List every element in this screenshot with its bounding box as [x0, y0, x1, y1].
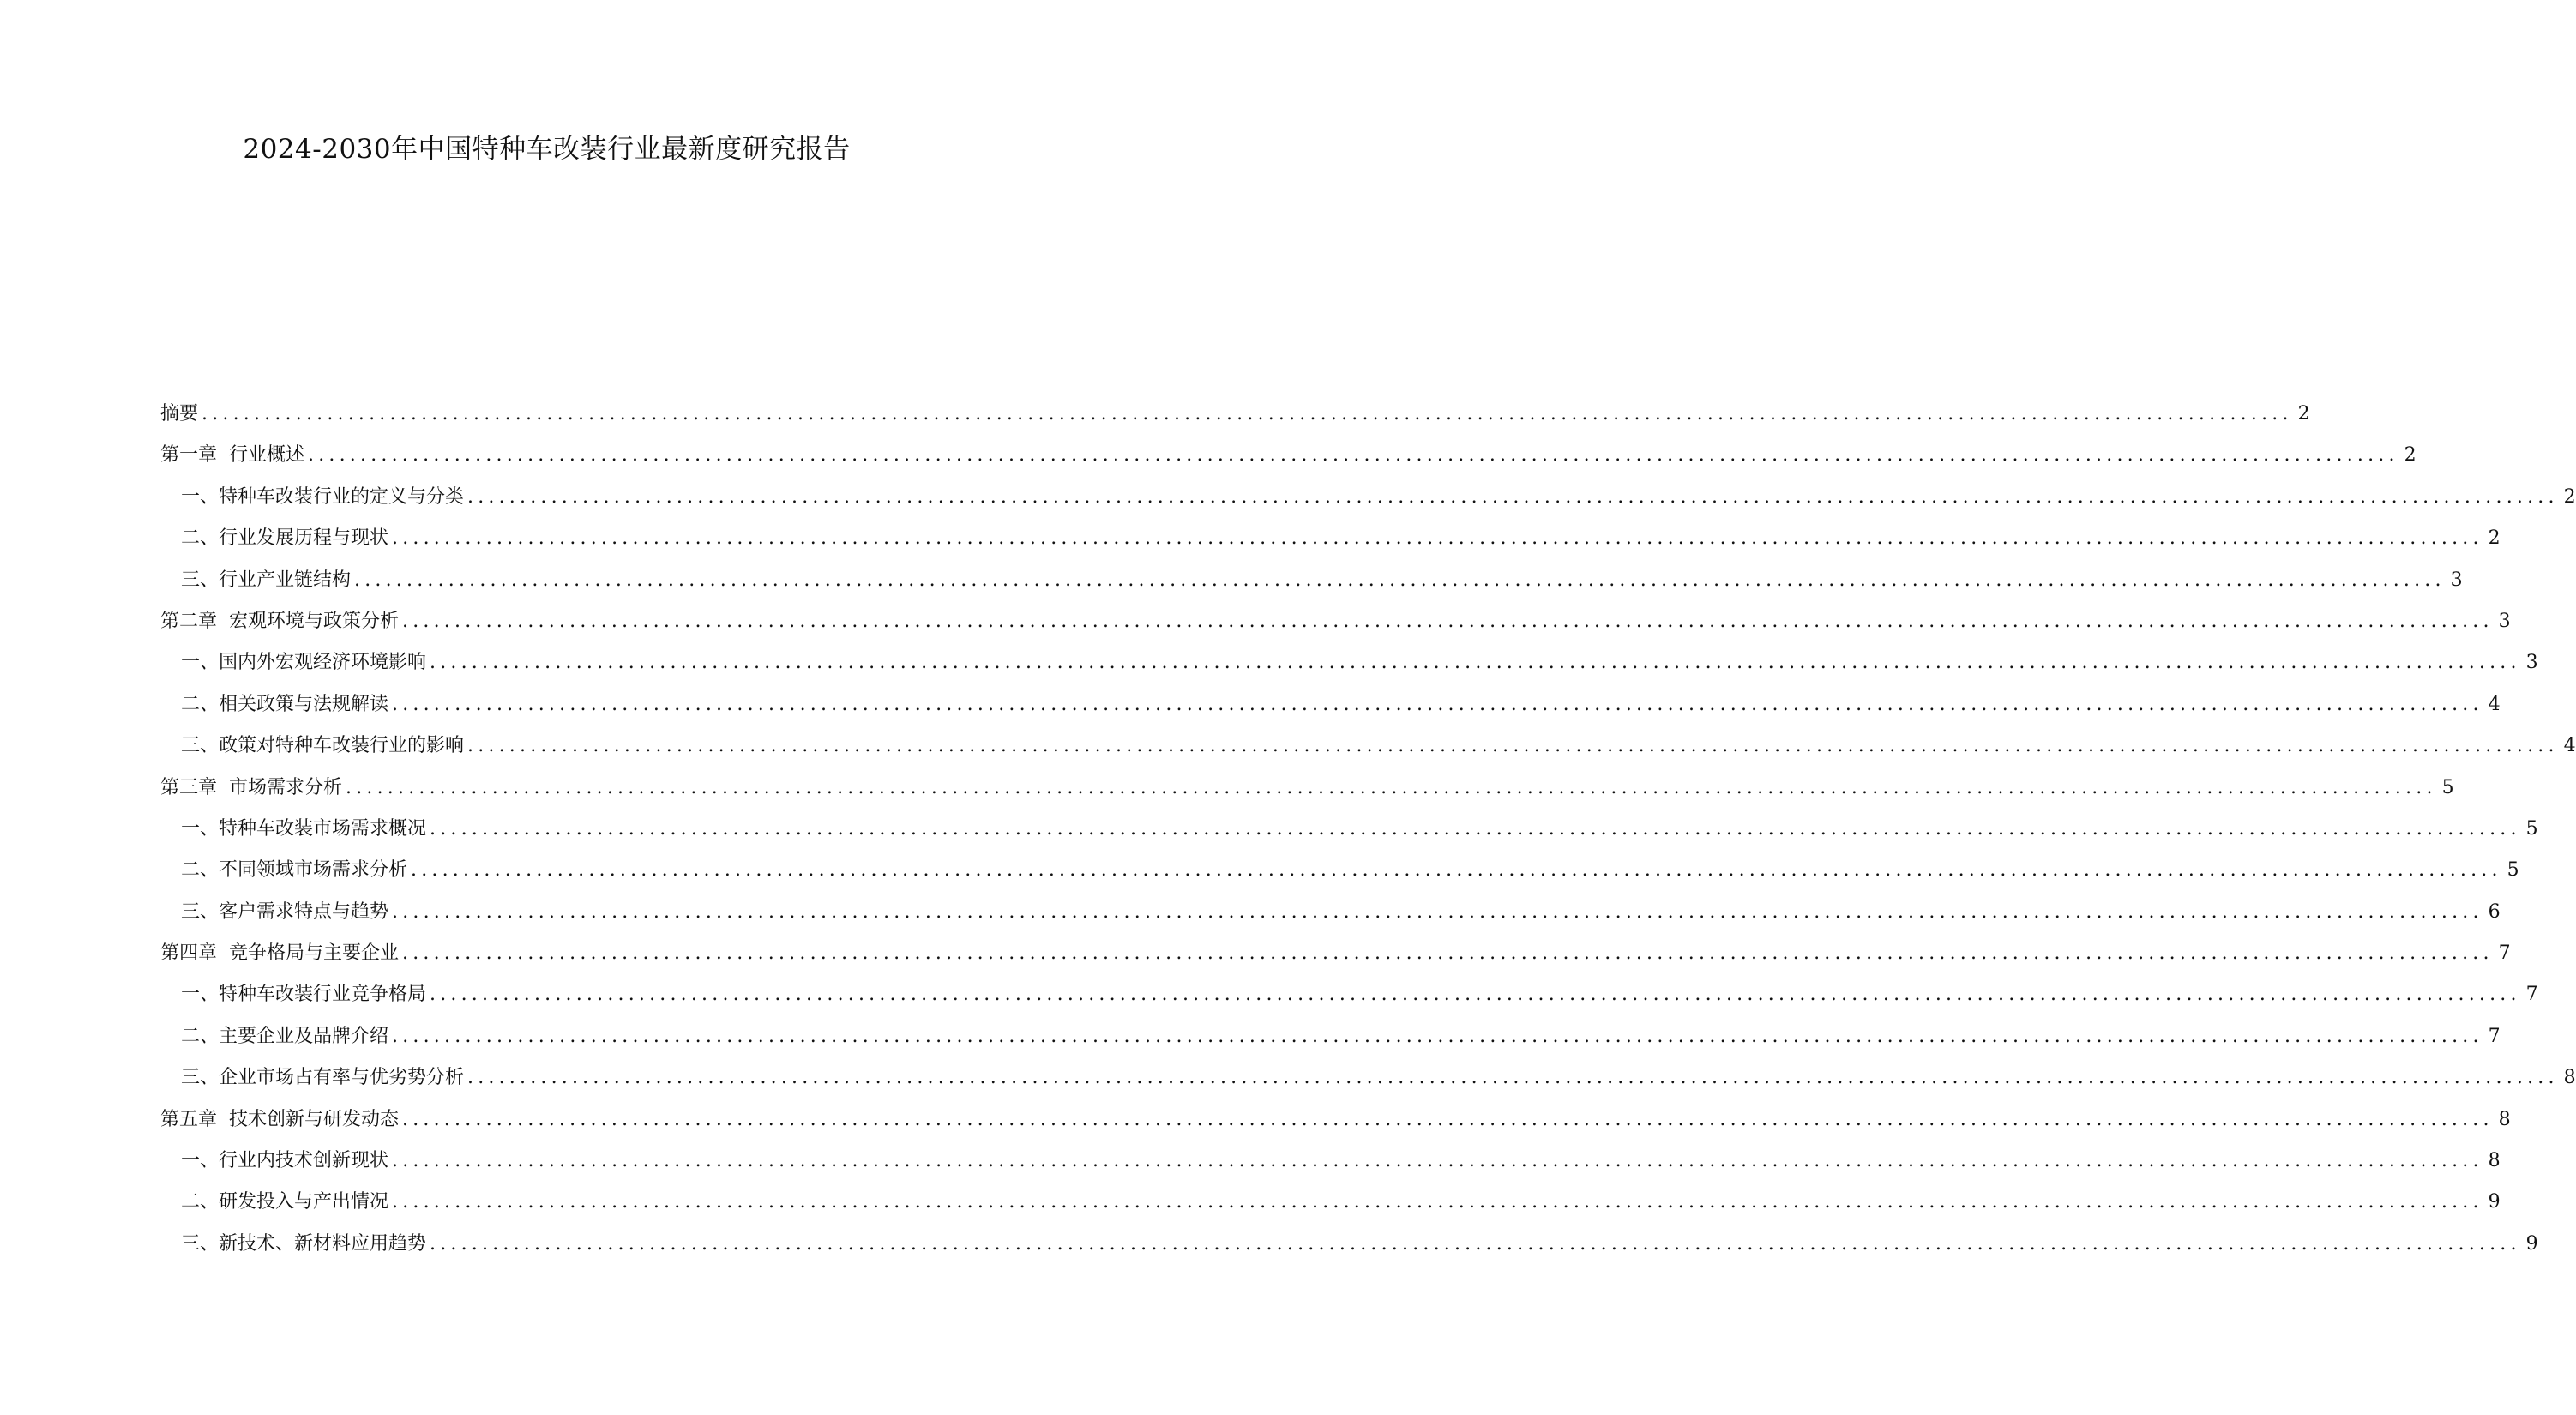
toc-entry-label: 特种车改装行业的定义与分类	[219, 485, 465, 508]
table-of-contents	[160, 401, 2576, 1273]
toc-page-number: 8	[2498, 1108, 2511, 1130]
toc-section-entry[interactable]	[160, 650, 2538, 691]
toc-entry-label: 政策对特种车改装行业的影响	[219, 735, 465, 757]
toc-dot-leader: ........................................................................................................................................................................................................	[402, 610, 2494, 632]
toc-section-entry[interactable]	[160, 900, 2501, 941]
toc-page-number: 3	[2525, 652, 2538, 674]
toc-page-number: 9	[2525, 1232, 2538, 1255]
toc-dot-leader: ........................................................................................................................................................................................................	[354, 569, 2446, 591]
toc-entry-number: 一、	[181, 1150, 220, 1172]
toc-page-number: 8	[2563, 1067, 2576, 1089]
toc-entry-number: 第二章	[160, 610, 218, 632]
toc-page-number: 2	[2297, 403, 2310, 424]
toc-dot-leader: ........................................................................................................................................................................................................	[346, 776, 2437, 798]
toc-dot-leader: ........................................................................................................................................................................................................	[467, 485, 2559, 508]
toc-entry-label: 特种车改装市场需求概况	[219, 817, 427, 840]
toc-page-number: 3	[2450, 569, 2463, 591]
toc-entry-label: 不同领域市场需求分析	[219, 859, 408, 882]
toc-entry-number: 二、	[181, 1025, 220, 1047]
toc-entry-number: 三、	[181, 1232, 220, 1255]
toc-entry-number: 二、	[181, 693, 220, 715]
toc-chapter-entry[interactable]	[160, 941, 2511, 982]
toc-dot-leader: ........................................................................................................................................................................................................	[392, 527, 2483, 550]
toc-page-number: 7	[2498, 942, 2511, 965]
toc-entry-label: 市场需求分析	[229, 776, 343, 798]
toc-page-number: 2	[2488, 527, 2501, 550]
toc-entry-number: 第一章	[160, 444, 218, 467]
toc-entry-number: 二、	[181, 527, 220, 550]
toc-entry-number: 三、	[181, 1067, 220, 1089]
toc-section-entry[interactable]	[160, 1231, 2538, 1273]
toc-dot-leader: ........................................................................................................................................................................................................	[430, 817, 2521, 840]
toc-section-entry[interactable]	[160, 982, 2538, 1023]
toc-dot-leader: ........................................................................................................................................................................................................	[402, 1108, 2494, 1130]
toc-entry-label: 研发投入与产出情况	[219, 1191, 389, 1213]
toc-entry-number: 一、	[181, 485, 220, 508]
toc-page-number: 9	[2488, 1191, 2501, 1213]
toc-entry-label: 特种车改装行业竞争格局	[219, 984, 427, 1006]
toc-entry-label: 主要企业及品牌介绍	[219, 1025, 389, 1047]
toc-dot-leader: ........................................................................................................................................................................................................	[411, 859, 2502, 882]
toc-section-entry[interactable]	[160, 568, 2463, 609]
toc-entry-label: 企业市场占有率与优劣势分析	[219, 1067, 465, 1089]
toc-dot-leader: ........................................................................................................................................................................................................	[467, 735, 2559, 757]
toc-entry-label: 相关政策与法规解读	[219, 693, 389, 715]
toc-chapter-entry[interactable]	[160, 775, 2454, 816]
toc-page-number: 2	[2563, 485, 2576, 508]
toc-page-number: 2	[2404, 444, 2417, 467]
toc-entry-label: 客户需求特点与趋势	[219, 900, 389, 923]
toc-chapter-entry[interactable]	[160, 443, 2417, 484]
toc-dot-leader: ........................................................................................................................................................................................................	[392, 1025, 2483, 1047]
toc-entry-number: 第四章	[160, 942, 218, 965]
toc-entry-label: 技术创新与研发动态	[229, 1108, 400, 1130]
toc-entry-label: 行业内技术创新现状	[219, 1150, 389, 1172]
toc-dot-leader: ........................................................................................................................................................................................................	[402, 942, 2494, 965]
toc-dot-leader: ........................................................................................................................................................................................................	[308, 444, 2399, 467]
toc-page-number: 7	[2488, 1025, 2501, 1047]
toc-entry-number: 第五章	[160, 1108, 218, 1130]
toc-page-number: 6	[2488, 900, 2501, 923]
toc-section-entry[interactable]	[160, 485, 2576, 526]
toc-entry-number: 三、	[181, 735, 220, 757]
toc-section-entry[interactable]	[160, 858, 2519, 899]
toc-dot-leader: ........................................................................................................................................................................................................	[467, 1067, 2559, 1089]
toc-section-entry[interactable]	[160, 1065, 2576, 1106]
toc-dot-leader: ........................................................................................................................................................................................................	[430, 652, 2521, 674]
toc-dot-leader: ........................................................................................................................................................................................................	[392, 900, 2483, 923]
toc-entry-number: 三、	[181, 569, 220, 591]
toc-entry-label: 行业发展历程与现状	[219, 527, 389, 550]
toc-entry-label: 新技术、新材料应用趋势	[219, 1232, 427, 1255]
toc-page-number: 5	[2507, 859, 2519, 882]
toc-entry-label: 宏观环境与政策分析	[229, 610, 400, 632]
toc-section-entry[interactable]	[160, 692, 2501, 733]
toc-section-entry[interactable]	[160, 1189, 2501, 1231]
toc-dot-leader: ........................................................................................................................................................................................................	[392, 693, 2483, 715]
toc-entry-label: 竞争格局与主要企业	[229, 942, 400, 965]
toc-section-entry[interactable]	[160, 733, 2576, 774]
document-title: 2024-2030年中国特种车改装行业最新度研究报告	[243, 134, 851, 165]
toc-page-number: 4	[2563, 735, 2576, 757]
toc-section-entry[interactable]	[160, 526, 2501, 567]
toc-chapter-entry[interactable]	[160, 1107, 2511, 1148]
toc-entry-label: 行业概述	[229, 444, 305, 467]
toc-section-entry[interactable]	[160, 1024, 2501, 1065]
toc-page-number: 5	[2525, 817, 2538, 840]
toc-entry-number: 二、	[181, 1191, 220, 1213]
toc-entry-label: 行业产业链结构	[219, 569, 352, 591]
toc-entry-number: 一、	[181, 817, 220, 840]
toc-entry-number: 一、	[181, 984, 220, 1006]
toc-entry-number: 三、	[181, 900, 220, 923]
toc-entry-label: 摘要	[160, 403, 199, 424]
toc-page-number: 3	[2498, 610, 2511, 632]
toc-entry-label: 国内外宏观经济环境影响	[219, 652, 427, 674]
toc-chapter-entry[interactable]	[160, 609, 2511, 650]
toc-chapter-entry[interactable]	[160, 401, 2310, 443]
toc-dot-leader: ........................................................................................................................................................................................................	[392, 1191, 2483, 1213]
toc-dot-leader: ........................................................................................................................................................................................................	[202, 403, 2293, 424]
toc-entry-number: 第三章	[160, 776, 218, 798]
toc-dot-leader: ........................................................................................................................................................................................................	[392, 1150, 2483, 1172]
toc-page-number: 4	[2488, 693, 2501, 715]
toc-page-number: 8	[2488, 1150, 2501, 1172]
toc-section-entry[interactable]	[160, 1148, 2501, 1189]
toc-entry-number: 一、	[181, 652, 220, 674]
toc-section-entry[interactable]	[160, 816, 2538, 858]
toc-entry-number: 二、	[181, 859, 220, 882]
toc-page-number: 5	[2441, 776, 2454, 798]
toc-dot-leader: ........................................................................................................................................................................................................	[430, 984, 2521, 1006]
toc-page-number: 7	[2525, 984, 2538, 1006]
toc-dot-leader: ........................................................................................................................................................................................................	[430, 1232, 2521, 1255]
